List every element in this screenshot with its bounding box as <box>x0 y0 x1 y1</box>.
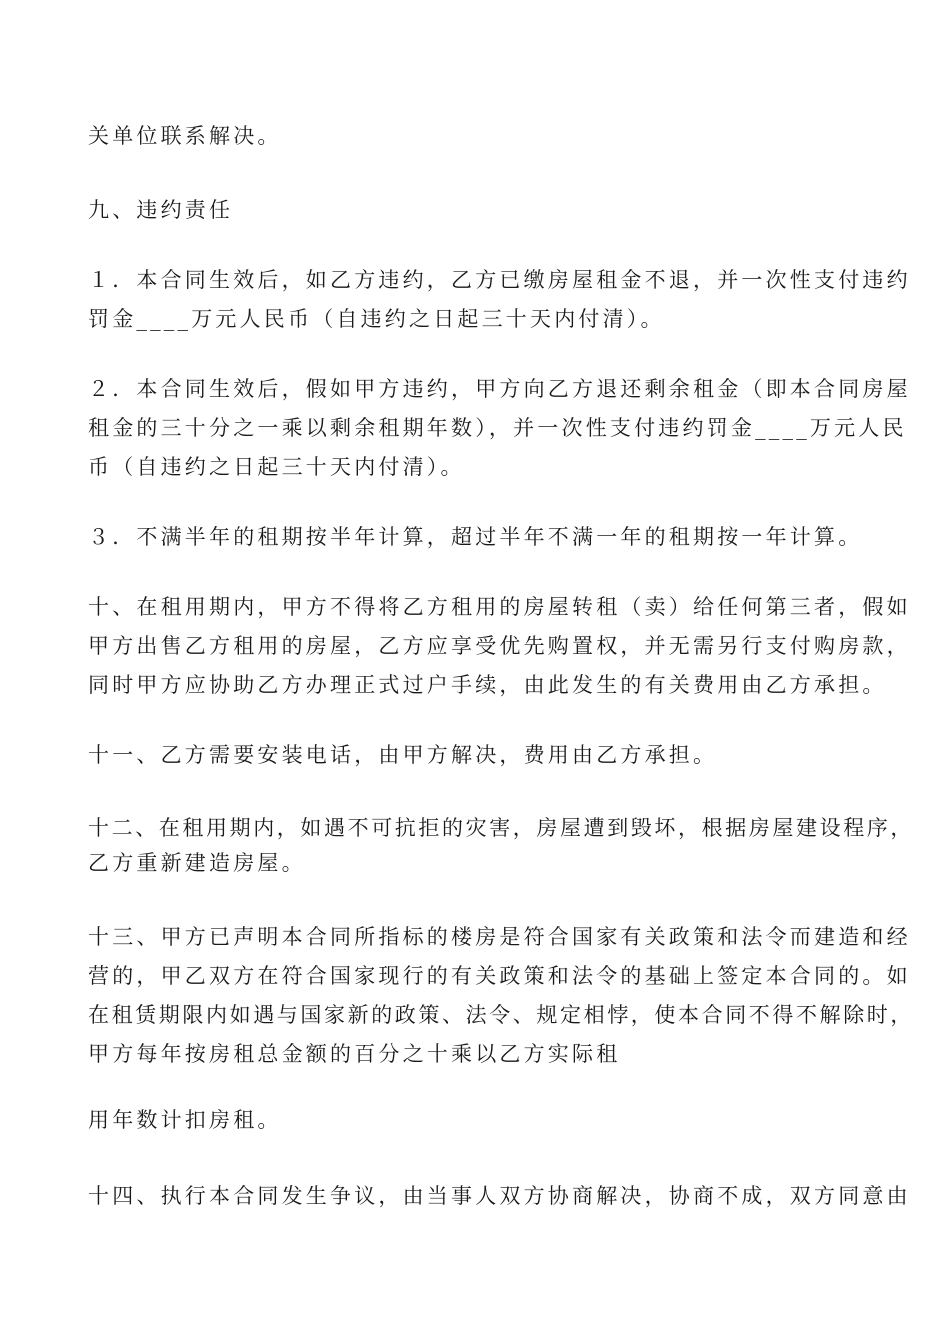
text-line: 营的，甲乙双方在符合国家现行的有关政策和法令的基础上签定本合同的。如 <box>88 964 911 988</box>
text-line: 币（自违约之日起三十天内付清）。 <box>88 455 465 479</box>
text-line: 甲方每年按房租总金额的百分之十乘以乙方实际租 <box>88 1042 621 1066</box>
text-line: 同时甲方应协助乙方办理正式过户手续，由此发生的有关费用由乙方承担。 <box>88 673 887 697</box>
text-line: 在租赁期限内如遇与国家新的政策、法令、规定相悖，使本合同不得不解除时， <box>88 1003 914 1027</box>
text-line: 罚金____万元人民币（自违约之日起三十天内付清）。 <box>88 307 665 331</box>
text-line: ２．本合同生效后，假如甲方违约，甲方向乙方退还剩余租金（即本合同房屋 <box>88 377 911 401</box>
text-line: 十三、甲方已声明本合同所指标的楼房是符合国家有关政策和法令而建造和经 <box>88 925 911 949</box>
section-heading: 九、违约责任 <box>88 198 234 222</box>
text-line: 租金的三十分之一乘以剩余租期年数），并一次性支付违约罚金____万元人民 <box>88 416 907 440</box>
text-line: 十四、执行本合同发生争议，由当事人双方协商解决，协商不成，双方同意由 <box>88 1184 911 1208</box>
text-line: ３．不满半年的租期按半年计算，超过半年不满一年的租期按一年计算。 <box>88 525 863 549</box>
text-line: 关单位联系解决。 <box>88 124 282 148</box>
text-line: 十一、乙方需要安装电话，由甲方解决，费用由乙方承担。 <box>88 743 718 767</box>
text-line: 十、在租用期内，甲方不得将乙方租用的房屋转租（卖）给任何第三者，假如 <box>88 595 911 619</box>
text-line: 用年数计扣房租。 <box>88 1108 282 1132</box>
text-line: 甲方出售乙方租用的房屋，乙方应享受优先购置权，并无需另行支付购房款， <box>88 634 911 658</box>
text-line: 十二、在租用期内，如遇不可抗拒的灾害，房屋遭到毁坏，根据房屋建设程序， <box>88 816 914 840</box>
text-line: １．本合同生效后，如乙方违约，乙方已缴房屋租金不退，并一次性支付违约 <box>88 268 911 292</box>
text-line: 乙方重新建造房屋。 <box>88 851 306 875</box>
